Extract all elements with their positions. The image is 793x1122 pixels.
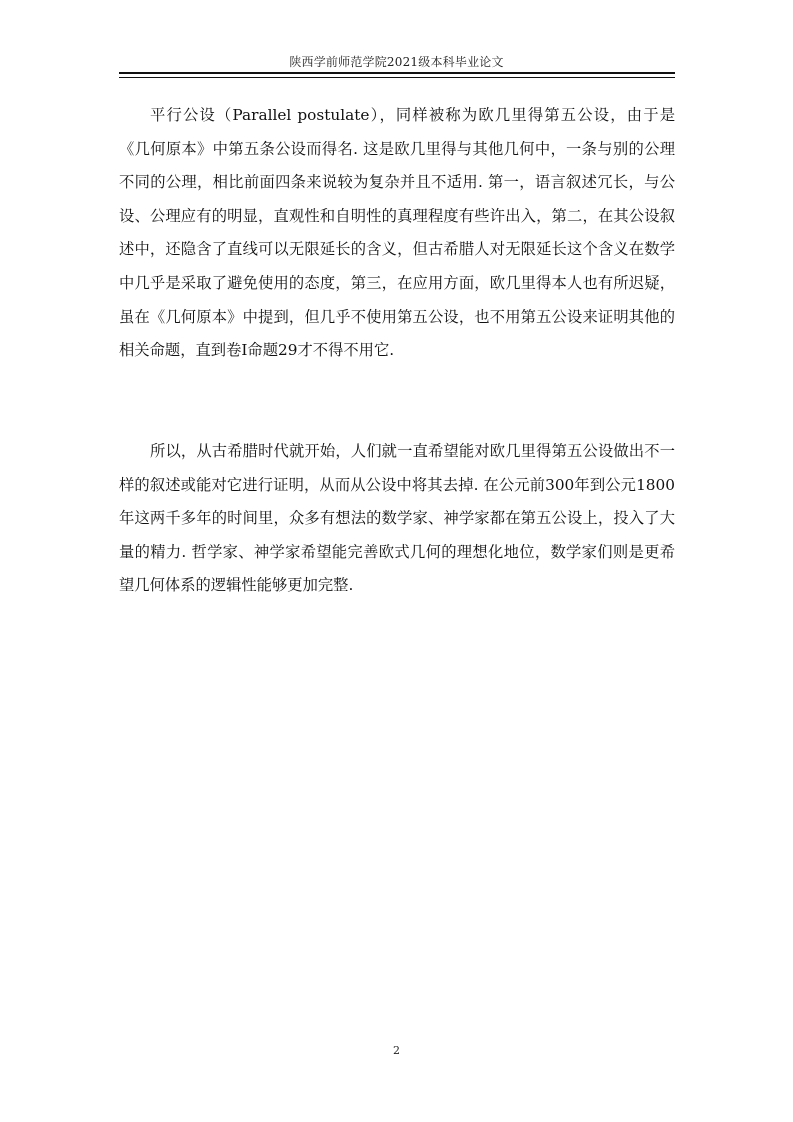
page-number: 2: [393, 1044, 400, 1057]
header-rule-thin: [119, 77, 675, 78]
paragraph-history: 所以，从古希腊时代就开始，人们就一直希望能对欧几里得第五公设做出不一样的叙述或能对它进行证明，从而从公设中将其去掉. 在公元前300年到公元1800年这两千多年的时间里，众多有想法的数学家、神学家都在第五公设上，投入了大量的精力. 哲学家、神学家希望能完善欧式几何的理想化地位，数学家们则是更希望几何体系的逻辑性能够更加完整.: [119, 442, 675, 595]
paragraph-parallel-postulate: 平行公设（Parallel postulate），同样被称为欧几里得第五公设，由于是《几何原本》中第五条公设而得名. 这是欧几里得与其他几何中，一条与别的公理不同的公理，相比前面四条来说较为复杂并且不适用. 第一，语言叙述冗长，与公设、公理应有的明显，直观性和自明性的真理程度有些许出入，第二，在其公设叙述中，还隐含了直线可以无限延长的含义，但古希腊人对无限延长这个含义在数学中几乎是采取了避免使用的态度，第三，在应用方面，欧几里得本人也有所迟疑，虽在《几何原本》中提到，但几乎不使用第五公设，也不用第五公设来证明其他的相关命题，直到卷I命题29才不得不用它.: [119, 106, 675, 360]
header-rule-thick: [119, 72, 675, 74]
header-title: 陕西学前师范学院2021级本科毕业论文: [289, 55, 504, 69]
